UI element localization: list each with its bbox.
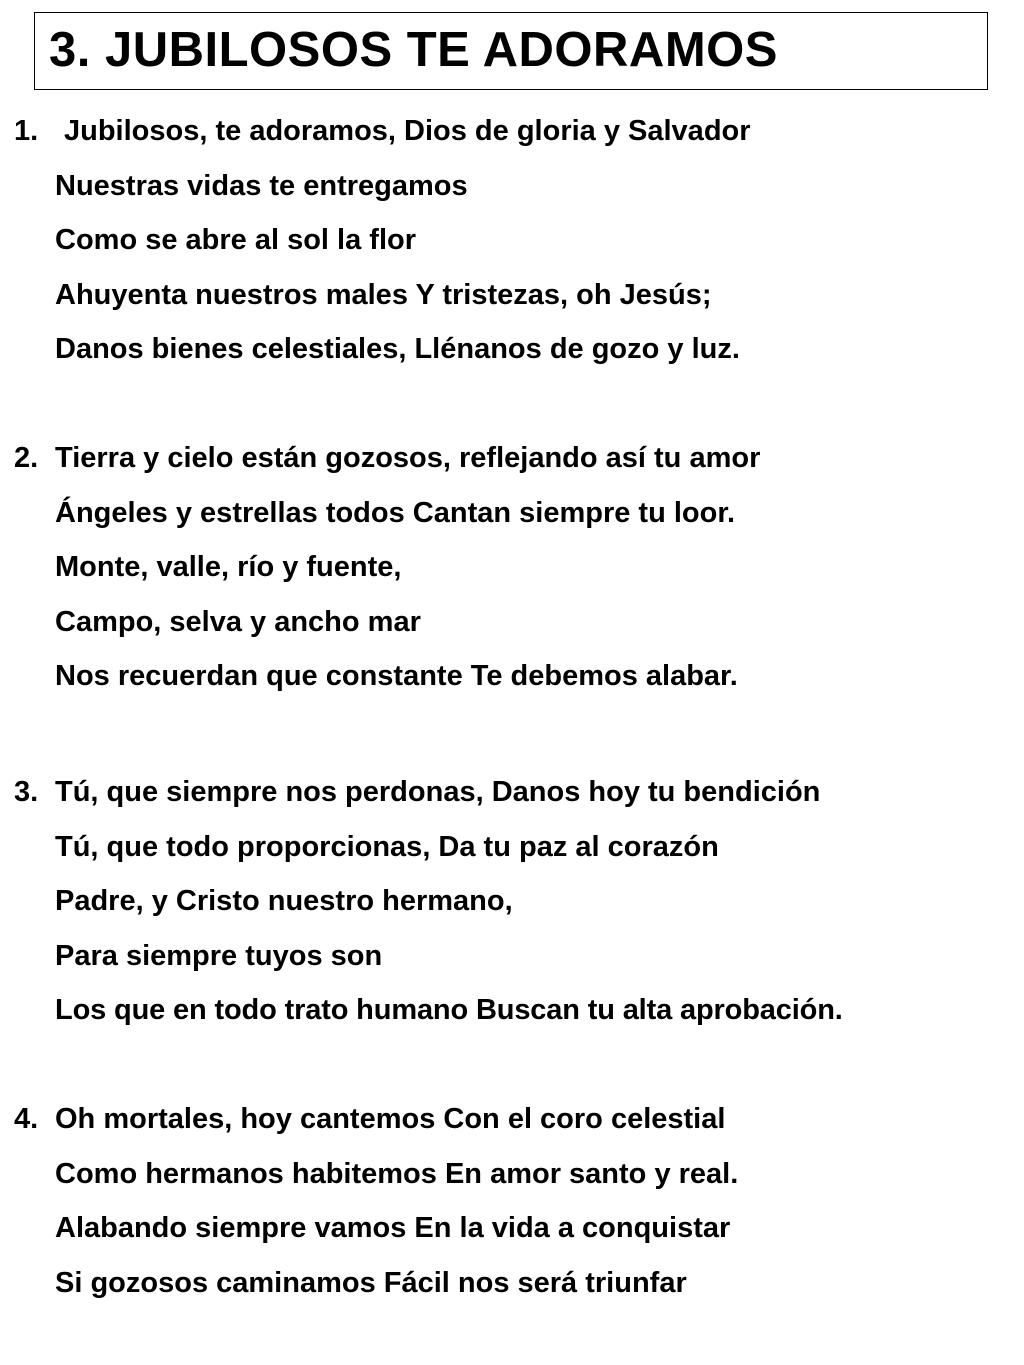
verse-3 <box>0 765 1024 1038</box>
verse-line <box>0 486 1024 541</box>
verse-line-text: Ángeles y estrellas todos Cantan siempre tu loor. <box>55 496 736 529</box>
verse-number: 1. <box>14 115 39 147</box>
verse-line <box>0 874 1024 929</box>
verse-line-text: Los que en todo trato humano Buscan tu alta aprobación. <box>55 994 843 1027</box>
verse-4 <box>0 1092 1024 1310</box>
verse-line-text: Tú, que siempre nos perdonas, Danos hoy tu bendición <box>55 776 821 808</box>
verse-line-text: Tú, que todo proporcionas, Da tu paz al corazón <box>55 830 719 863</box>
verse-2 <box>0 431 1024 704</box>
verse-line <box>0 431 1024 486</box>
verse-line <box>0 820 1024 875</box>
verse-number: 2. <box>14 442 39 474</box>
verse-line-text: Alabando siempre vamos En la vida a conquistar <box>55 1212 731 1245</box>
verse-line <box>0 649 1024 704</box>
verse-line <box>0 159 1024 214</box>
verse-line-text: Padre, y Cristo nuestro hermano, <box>55 885 513 918</box>
verse-1 <box>0 104 1024 377</box>
verse-line-text: Como hermanos habitemos En amor santo y real. <box>55 1157 739 1190</box>
verse-line-text: Danos bienes celestiales, Llénanos de gozo y luz. <box>55 333 740 366</box>
verse-line-text: Como se abre al sol la flor <box>55 224 416 257</box>
verse-line <box>0 268 1024 323</box>
verse-line-text: Ahuyenta nuestros males Y tristezas, oh Jesús; <box>55 278 712 311</box>
verse-line <box>0 1092 1024 1147</box>
verse-line-text: Oh mortales, hoy cantemos Con el coro celestial <box>55 1103 726 1135</box>
verse-line <box>0 765 1024 820</box>
verse-line <box>0 929 1024 984</box>
verse-line-text: Tierra y cielo están gozosos, reflejando así tu amor <box>55 442 761 474</box>
verse-line-text: Nos recuerdan que constante Te debemos alabar. <box>55 660 738 693</box>
verse-line <box>0 1147 1024 1202</box>
verse-number: 4. <box>14 1103 39 1135</box>
verse-line-text: Jubilosos, te adoramos, Dios de gloria y Salvador <box>64 115 751 147</box>
verse-line-text: Para siempre tuyos son <box>55 939 383 972</box>
verse-line <box>0 983 1024 1038</box>
verse-line-text: Monte, valle, río y fuente, <box>55 551 402 584</box>
verse-line-text: Si gozosos caminamos Fácil nos será triunfar <box>55 1266 687 1299</box>
verse-line <box>0 595 1024 650</box>
verse-line-text: Nuestras vidas te entregamos <box>55 169 468 202</box>
verse-line <box>0 540 1024 595</box>
verse-line <box>0 322 1024 377</box>
verse-line-text: Campo, selva y ancho mar <box>55 605 421 638</box>
title-box <box>34 12 988 90</box>
verse-line <box>0 213 1024 268</box>
verse-line <box>0 1201 1024 1256</box>
verse-line <box>0 1256 1024 1311</box>
page-title: 3. JUBILOSOS TE ADORAMOS <box>49 23 778 77</box>
verse-line <box>0 104 1024 159</box>
verse-number: 3. <box>14 776 39 808</box>
